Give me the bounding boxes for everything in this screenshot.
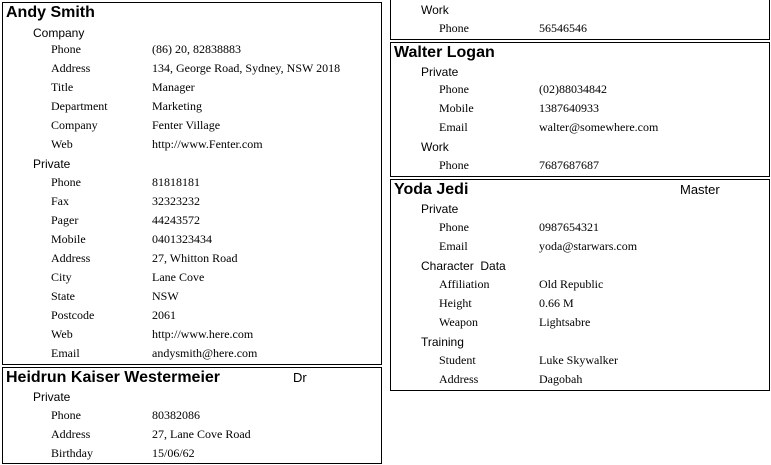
field-value: 7687687687 xyxy=(539,158,599,172)
section-heading-private: Private xyxy=(421,202,459,216)
field-label: Phone xyxy=(439,158,469,172)
field-label: Mobile xyxy=(439,101,474,115)
field-value: (02)88034842 xyxy=(539,82,607,96)
field-label: Phone xyxy=(51,175,81,189)
field-label: Phone xyxy=(439,21,469,35)
field-value: Manager xyxy=(152,80,195,94)
field-label: City xyxy=(51,270,72,284)
contact-title: Dr xyxy=(293,370,307,385)
field-value: Lightsabre xyxy=(539,315,591,329)
field-label: Fax xyxy=(51,194,69,208)
field-value: 56546546 xyxy=(539,21,587,35)
contact-card-andy-smith[interactable] xyxy=(2,2,382,365)
section-heading-private: Private xyxy=(421,65,459,79)
contact-card-walter-logan[interactable] xyxy=(390,42,770,177)
field-value: 81818181 xyxy=(152,175,200,189)
field-label: Address xyxy=(51,427,91,441)
field-value: andysmith@here.com xyxy=(152,346,258,360)
field-value: http://www.Fenter.com xyxy=(152,137,263,151)
field-label: Email xyxy=(439,239,468,253)
field-label: Student xyxy=(439,353,476,367)
field-label: Web xyxy=(51,137,73,151)
field-label: Address xyxy=(439,372,479,386)
section-heading-work: Work xyxy=(421,140,449,154)
section-heading-work: Work xyxy=(421,3,449,17)
section-heading-company: Company xyxy=(33,26,85,40)
field-label: Affiliation xyxy=(439,277,490,291)
section-heading-private: Private xyxy=(33,390,71,404)
field-label: Pager xyxy=(51,213,79,227)
contact-name: Andy Smith xyxy=(6,4,95,21)
field-value: 0401323434 xyxy=(152,232,212,246)
field-label: Mobile xyxy=(51,232,86,246)
field-label: State xyxy=(51,289,75,303)
field-label: Address xyxy=(51,61,91,75)
field-label: Height xyxy=(439,296,472,310)
field-value: NSW xyxy=(152,289,179,303)
field-value: 0987654321 xyxy=(539,220,599,234)
field-label: Phone xyxy=(51,408,81,422)
field-value: 27, Whitton Road xyxy=(152,251,238,265)
field-value: Fenter Village xyxy=(152,118,221,132)
field-value: 32323232 xyxy=(152,194,200,208)
contact-card-continuation[interactable] xyxy=(390,0,770,40)
field-value: http://www.here.com xyxy=(152,327,254,341)
field-value: (86) 20, 82838883 xyxy=(152,42,241,56)
field-label: Address xyxy=(51,251,91,265)
contact-name: Walter Logan xyxy=(394,44,495,61)
field-value: 44243572 xyxy=(152,213,200,227)
field-value: yoda@starwars.com xyxy=(539,239,638,253)
field-value: 134, George Road, Sydney, NSW 2018 xyxy=(152,61,341,75)
field-value: Marketing xyxy=(152,99,202,113)
field-value: 1387640933 xyxy=(539,101,599,115)
field-value: 27, Lane Cove Road xyxy=(152,427,251,441)
field-label: Birthday xyxy=(51,446,93,460)
field-value: 0.66 M xyxy=(539,296,574,310)
field-value: walter@somewhere.com xyxy=(539,120,659,134)
section-heading-character-data: Character Data xyxy=(421,259,506,273)
field-label: Phone xyxy=(51,42,81,56)
contact-card-heidrun-kaiser-westermeier[interactable] xyxy=(2,367,382,464)
field-value: 15/06/62 xyxy=(152,446,195,460)
field-value: Luke Skywalker xyxy=(539,353,618,367)
field-value: 80382086 xyxy=(152,408,200,422)
field-value: Dagobah xyxy=(539,372,583,386)
field-label: Postcode xyxy=(51,308,95,322)
contact-name: Yoda Jedi xyxy=(394,181,469,198)
field-value: Lane Cove xyxy=(152,270,205,284)
field-label: Web xyxy=(51,327,73,341)
section-heading-private: Private xyxy=(33,157,71,171)
contact-title: Master xyxy=(680,182,720,197)
field-label: Phone xyxy=(439,82,469,96)
field-value: Old Republic xyxy=(539,277,604,291)
section-heading-training: Training xyxy=(421,335,464,349)
field-label: Email xyxy=(439,120,468,134)
field-label: Weapon xyxy=(439,315,479,329)
contact-name: Heidrun Kaiser Westermeier xyxy=(6,369,221,386)
field-label: Company xyxy=(51,118,98,132)
contact-card-yoda-jedi[interactable] xyxy=(390,179,770,391)
field-label: Email xyxy=(51,346,80,360)
field-label: Phone xyxy=(439,220,469,234)
field-label: Title xyxy=(51,80,74,94)
field-value: 2061 xyxy=(152,308,176,322)
field-label: Department xyxy=(51,99,108,113)
